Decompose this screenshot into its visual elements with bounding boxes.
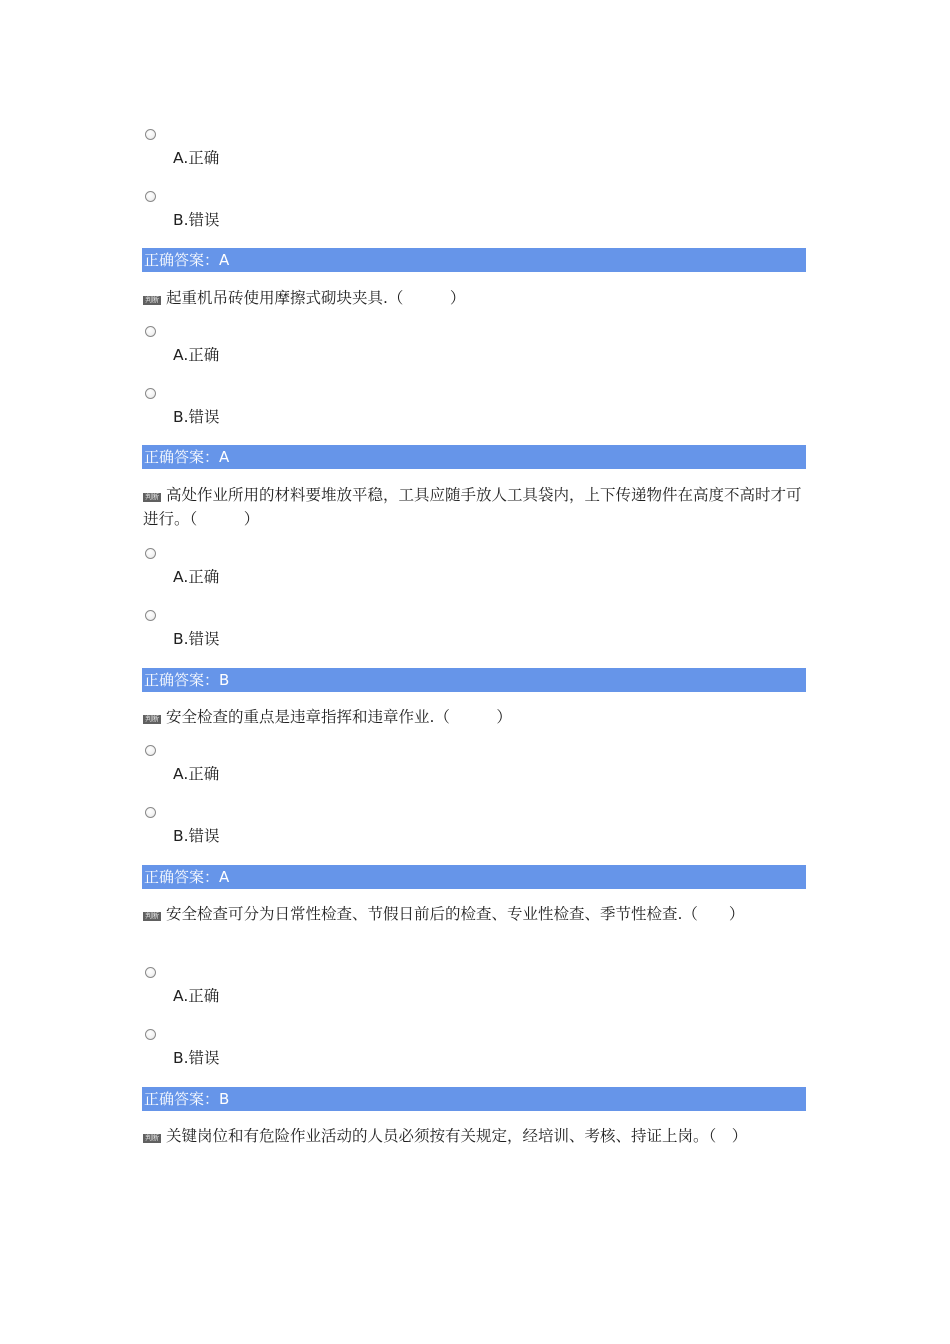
radio-option-b-icon[interactable] — [145, 610, 156, 621]
judge-tag-icon: 判断 — [145, 715, 159, 723]
judge-tag-icon: 判断 — [145, 1134, 159, 1142]
option-b-label: B.错误 — [173, 408, 220, 426]
radio-option-b-icon[interactable] — [145, 191, 156, 202]
option-b-label: B.错误 — [173, 1049, 220, 1067]
radio-option-a-icon[interactable] — [145, 326, 156, 337]
question-body: 高处作业所用的材料要堆放平稳，工具应随手放人工具袋内，上下传递物件在高度不高时才可进行。（ ） — [143, 486, 802, 528]
question-text — [143, 902, 807, 926]
question-text — [143, 286, 807, 310]
radio-option-a-icon[interactable] — [145, 745, 156, 756]
radio-option-b-icon[interactable] — [145, 1029, 156, 1040]
option-b-label: B.错误 — [173, 827, 220, 845]
question-text — [143, 483, 807, 531]
option-b-label: B.错误 — [173, 211, 220, 229]
option-a-label: A.正确 — [173, 987, 220, 1005]
option-a-label: A.正确 — [173, 765, 220, 783]
answer-bar: 正确答案：A — [142, 445, 806, 469]
question-body: 起重机吊砖使用摩擦式砌块夹具.（ ） — [166, 289, 466, 307]
radio-option-b-icon[interactable] — [145, 807, 156, 818]
question-body: 关键岗位和有危险作业活动的人员必须按有关规定，经培训、考核、持证上岗。（ ） — [166, 1127, 748, 1145]
option-b-label: B.错误 — [173, 630, 220, 648]
answer-bar: 正确答案：A — [142, 865, 806, 889]
option-a-label: A.正确 — [173, 149, 220, 167]
option-a-label: A.正确 — [173, 346, 220, 364]
option-a-label: A.正确 — [173, 568, 220, 586]
answer-bar: 正确答案：B — [142, 1087, 806, 1111]
judge-tag-icon: 判断 — [145, 296, 159, 304]
radio-option-b-icon[interactable] — [145, 388, 156, 399]
question-text — [143, 705, 807, 729]
question-body: 安全检查可分为日常性检查、节假日前后的检查、专业性检查、季节性检查.（ ） — [166, 905, 745, 923]
radio-option-a-icon[interactable] — [145, 129, 156, 140]
answer-bar: 正确答案：A — [142, 248, 806, 272]
judge-tag-icon: 判断 — [145, 912, 159, 920]
judge-tag-icon: 判断 — [145, 493, 159, 501]
question-body: 安全检查的重点是违章指挥和违章作业.（ ） — [166, 708, 512, 726]
radio-option-a-icon[interactable] — [145, 548, 156, 559]
answer-bar: 正确答案：B — [142, 668, 806, 692]
radio-option-a-icon[interactable] — [145, 967, 156, 978]
question-text — [143, 1124, 807, 1148]
